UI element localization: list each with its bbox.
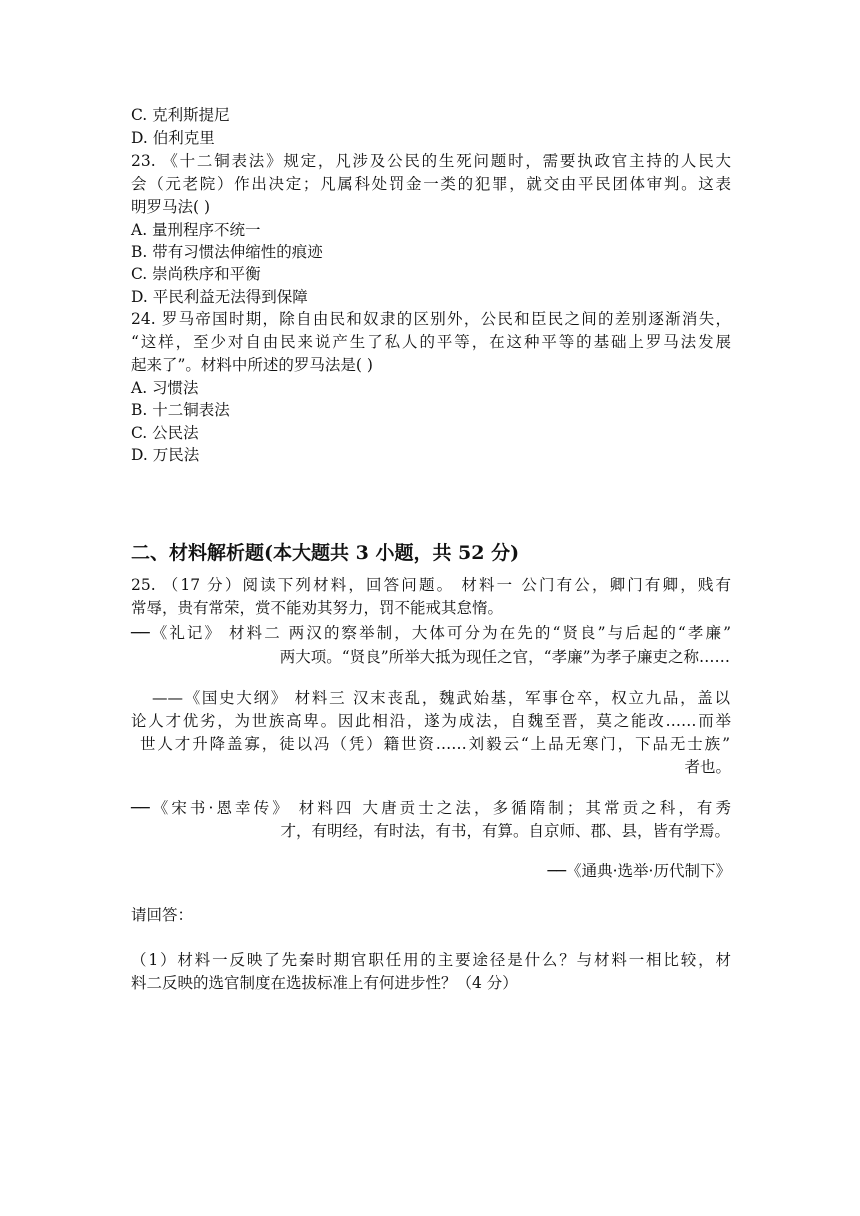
q24-option-b: B. 十二铜表法: [131, 401, 230, 419]
q25-line-6: 论人才优劣，为世族高卑。因此相沿，遂为成法，自魏至晋，莫之能改……而举: [131, 712, 731, 730]
q24-option-a: A. 习惯法: [131, 379, 199, 397]
q23-option-d: D. 平民利益无法得到保障: [131, 288, 308, 306]
q24-stem-line-1: 24. 罗马帝国时期，除自由民和奴隶的区别外，公民和臣民之间的差别逐渐消失，: [131, 310, 731, 328]
q25-subquestion-1-line-1: （1）材料一反映了先秦时期官职任用的主要途径是什么？与材料一相比较，材: [131, 951, 731, 969]
q23-option-a: A. 量刑程序不统一: [131, 221, 261, 239]
q25-line-2: 常辱，贵有常荣，赏不能劝其努力，罚不能戒其怠惰。: [131, 599, 504, 617]
q25-line-1: 25. （17 分）阅读下列材料，回答问题。 材料一 公门有公，卿门有卿，贱有: [131, 576, 731, 594]
q25-line-9: ──《宋书·恩幸传》 材料四 大唐贡士之法，多循隋制；其常贡之科，有秀: [131, 799, 731, 817]
q24-option-c: C. 公民法: [131, 424, 199, 442]
q25-line-3: ──《礼记》 材料二 两汉的察举制，大体可分为在先的“贤良”与后起的“孝廉”: [131, 624, 731, 642]
q23-stem-line-3: 明罗马法( ): [131, 198, 211, 216]
q25-prompt: 请回答：: [131, 906, 194, 924]
q25-subquestion-1-line-2: 料二反映的选官制度在选拔标准上有何进步性？（4 分）: [131, 974, 518, 992]
q23-stem-line-1: 23. 《十二铜表法》规定，凡涉及公民的生死问题时，需要执政官主持的人民大: [131, 152, 731, 170]
q24-option-d: D. 万民法: [131, 446, 200, 464]
q22-option-c: C. 克利斯提尼: [131, 106, 230, 124]
section-heading: 二、材料解析题(本大题共 3 小题，共 52 分): [131, 542, 520, 564]
q25-line-4: 两大项。“贤良”所举大抵为现任之官，“孝廉”为孝子廉吏之称……: [279, 648, 730, 666]
q25-source-tongdian: ──《通典·选举·历代制下》: [547, 862, 731, 880]
q25-line-8: 者也。: [684, 758, 731, 776]
q25-line-7: 世人才升降盖寡，徒以冯（凭）籍世资……刘毅云“上品无寒门，下品无士族”: [140, 735, 730, 753]
q23-option-c: C. 崇尚秩序和平衡: [131, 265, 261, 283]
q22-option-d: D. 伯利克里: [131, 129, 215, 147]
q23-option-b: B. 带有习惯法伸缩性的痕迹: [131, 243, 323, 261]
q25-line-5: ——《国史大纲》 材料三 汉末丧乱，魏武始基，军事仓卒，权立九品，盖以: [152, 689, 730, 707]
q24-stem-line-3: 起来了”。材料中所述的罗马法是( ): [131, 356, 373, 374]
q25-line-10: 才，有明经，有时法，有书，有算。自京师、郡、县，皆有学焉。: [280, 822, 730, 840]
q24-stem-line-2: “这样，至少对自由民来说产生了私人的平等，在这种平等的基础上罗马法发展: [131, 333, 731, 351]
q23-stem-line-2: 会（元老院）作出决定；凡属科处罚金一类的犯罪，就交由平民团体审判。这表: [131, 175, 731, 193]
